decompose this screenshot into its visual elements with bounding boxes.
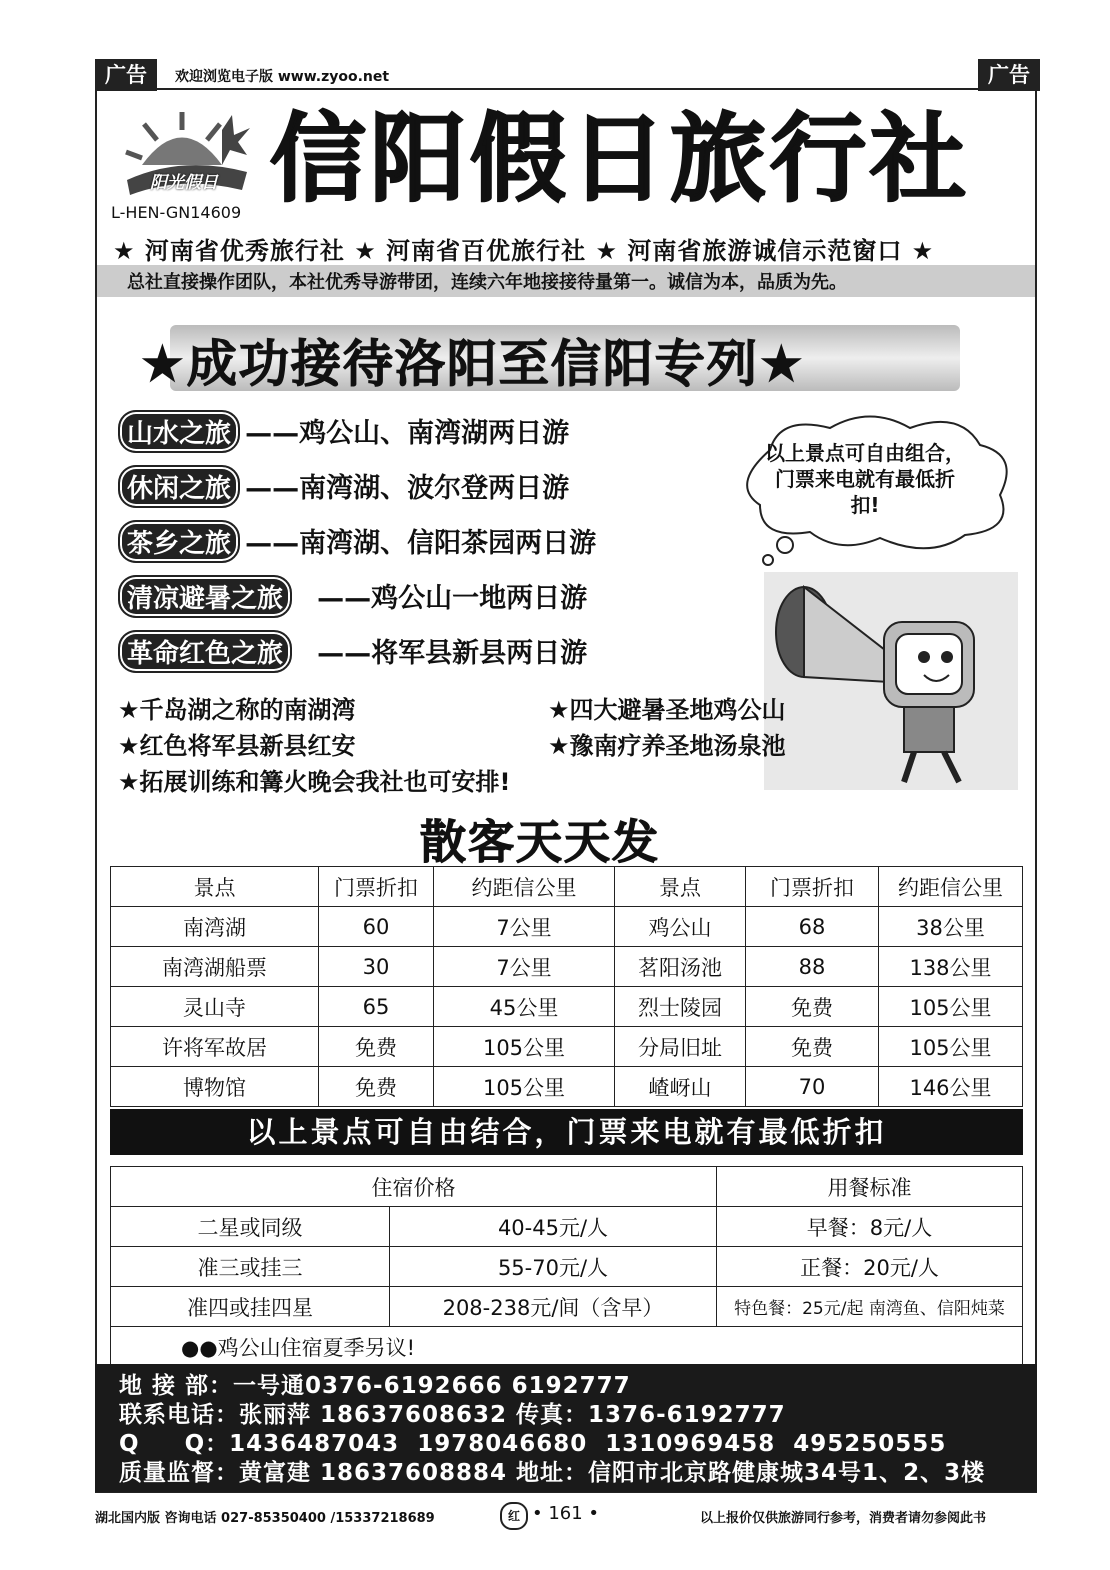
table-cell: 免费: [319, 1027, 434, 1067]
table-cell: 68: [746, 907, 879, 947]
feature-item: ★红色将军县新县红安: [118, 732, 356, 760]
table-row: [111, 1287, 1023, 1327]
route-name: 茶乡之旅: [118, 520, 240, 563]
route-item[interactable]: [118, 520, 596, 563]
header-cell: 用餐标准: [717, 1167, 1023, 1207]
discount-bar: 以上景点可自由结合，门票来电就有最低折扣: [110, 1109, 1023, 1155]
edition-badge: 红: [500, 1502, 528, 1530]
table-row: [111, 907, 1023, 947]
table-row: [111, 987, 1023, 1027]
table-cell: 茗阳汤池: [615, 947, 746, 987]
table-cell: 二星或同级: [111, 1207, 390, 1247]
header-cell: 门票折扣: [746, 867, 879, 907]
header-cell: 景点: [111, 867, 319, 907]
header-cell: 门票折扣: [319, 867, 434, 907]
footer-left: 湖北国内版 咨询电话 027-85350400 /15337218689: [95, 1511, 435, 1526]
footer-right: 以上报价仅供旅游同行参考，消费者请勿参阅此书: [700, 1511, 987, 1526]
route-name: 山水之旅: [118, 410, 240, 453]
feature-item: ★千岛湖之称的南湖湾: [118, 696, 356, 724]
table-cell: 鸡公山: [615, 907, 746, 947]
contact-line[interactable]: Q Q：1436487043 1978046680 1310969458 495250555: [119, 1431, 947, 1457]
contact-line[interactable]: 联系电话：张丽萍 18637608632 传真：1376-6192777: [119, 1402, 786, 1428]
table-cell: 准四或挂四星: [111, 1287, 390, 1327]
table-row: [111, 947, 1023, 987]
table-cell: 105公里: [879, 1027, 1023, 1067]
daily-departure-heading: 散客天天发: [420, 815, 660, 869]
table-cell: 105公里: [879, 987, 1023, 1027]
header-cell: 约距信公里: [434, 867, 615, 907]
route-name: 休闲之旅: [118, 465, 240, 508]
table-cell: 灵山寺: [111, 987, 319, 1027]
ad-tag-left: 广告: [95, 59, 157, 91]
table-cell: 208-238元/间（含早）: [390, 1287, 717, 1327]
route-name: 革命红色之旅: [118, 630, 292, 673]
intro-band: 总社直接操作团队，本社优秀导游带团，连续六年地接接待量第一。诚信为本，品质为先。: [97, 265, 1035, 297]
feature-item: ★四大避暑圣地鸡公山: [548, 696, 786, 724]
feature-item: ★豫南疗养圣地汤泉池: [548, 732, 786, 760]
route-item[interactable]: [118, 410, 569, 453]
table-cell: 45公里: [434, 987, 615, 1027]
header-cell: 景点: [615, 867, 746, 907]
table-cell: 免费: [746, 987, 879, 1027]
header-cell: 约距信公里: [879, 867, 1023, 907]
table-cell: 105公里: [434, 1067, 615, 1107]
table-cell: 分局旧址: [615, 1027, 746, 1067]
bubble-text: 以上景点可自由组合，门票来电就有最低折扣!: [765, 441, 965, 517]
route-desc: ——南湾湖、波尔登两日游: [245, 473, 570, 504]
route-desc: ——鸡公山、南湾湖两日游: [245, 418, 570, 449]
route-item[interactable]: [118, 465, 569, 508]
route-item[interactable]: [118, 575, 587, 618]
table-cell: 105公里: [434, 1027, 615, 1067]
special-train-ribbon: ★成功接待洛阳至信阳专列★: [140, 335, 806, 393]
table-cell: 138公里: [879, 947, 1023, 987]
table-cell: 嵖岈山: [615, 1067, 746, 1107]
table-cell: 7公里: [434, 947, 615, 987]
table-cell: 65: [319, 987, 434, 1027]
table-cell: 30: [319, 947, 434, 987]
mascot-megaphone-icon: [764, 572, 1018, 790]
honors-line: ★ 河南省优秀旅行社 ★ 河南省百优旅行社 ★ 河南省旅游诚信示范窗口 ★: [113, 237, 935, 265]
table-cell: 88: [746, 947, 879, 987]
table-cell: 免费: [319, 1067, 434, 1107]
table-cell: 许将军故居: [111, 1027, 319, 1067]
table-cell: 7公里: [434, 907, 615, 947]
table-cell: 准三或挂三: [111, 1247, 390, 1287]
lodging-table: [110, 1166, 1023, 1367]
table-cell: 146公里: [879, 1067, 1023, 1107]
table-cell: 40-45元/人: [390, 1207, 717, 1247]
header-cell: 住宿价格: [111, 1167, 717, 1207]
table-cell: 南湾湖船票: [111, 947, 319, 987]
table-row: [111, 1327, 1023, 1367]
table-cell: 博物馆: [111, 1067, 319, 1107]
logo-text: 阳光假日: [150, 173, 218, 193]
page-number: • 161 •: [532, 1503, 600, 1524]
table-cell: 正餐：20元/人: [717, 1247, 1023, 1287]
table-header-row: [111, 1167, 1023, 1207]
table-cell: 特色餐：25元/起 南湾鱼、信阳炖菜: [717, 1287, 1023, 1327]
route-item[interactable]: [118, 630, 587, 673]
table-cell: 烈士陵园: [615, 987, 746, 1027]
agency-title: 信阳假日旅行社: [270, 103, 970, 215]
table-cell: 70: [746, 1067, 879, 1107]
table-row: [111, 1207, 1023, 1247]
table-header-row: [111, 867, 1023, 907]
table-cell: 免费: [746, 1027, 879, 1067]
route-name: 清凉避暑之旅: [118, 575, 292, 618]
contact-block: [95, 1364, 1037, 1492]
route-desc: ——鸡公山一地两日游: [317, 583, 588, 614]
feature-item: ★拓展训练和篝火晚会我社也可安排!: [118, 768, 511, 796]
welcome-text[interactable]: 欢迎浏览电子版 www.zyoo.net: [175, 69, 390, 85]
table-note: ●●鸡公山住宿夏季另议!: [111, 1327, 1023, 1367]
route-desc: ——将军县新县两日游: [317, 638, 588, 669]
table-cell: 早餐：8元/人: [717, 1207, 1023, 1247]
table-cell: 南湾湖: [111, 907, 319, 947]
table-cell: 55-70元/人: [390, 1247, 717, 1287]
table-row: [111, 1067, 1023, 1107]
contact-line[interactable]: 地 接 部：一号通0376-6192666 6192777: [119, 1373, 631, 1399]
ad-tag-right: 广告: [978, 59, 1040, 91]
table-cell: 60: [319, 907, 434, 947]
contact-line[interactable]: 质量监督：黄富建 18637608884 地址：信阳市北京路健康城34号1、2、3楼: [119, 1460, 986, 1486]
route-desc: ——南湾湖、信阳茶园两日游: [245, 528, 597, 559]
table-cell: 38公里: [879, 907, 1023, 947]
table-row: [111, 1027, 1023, 1067]
ticket-table: [110, 866, 1023, 1107]
table-row: [111, 1247, 1023, 1287]
license-number: L-HEN-GN14609: [111, 203, 242, 222]
